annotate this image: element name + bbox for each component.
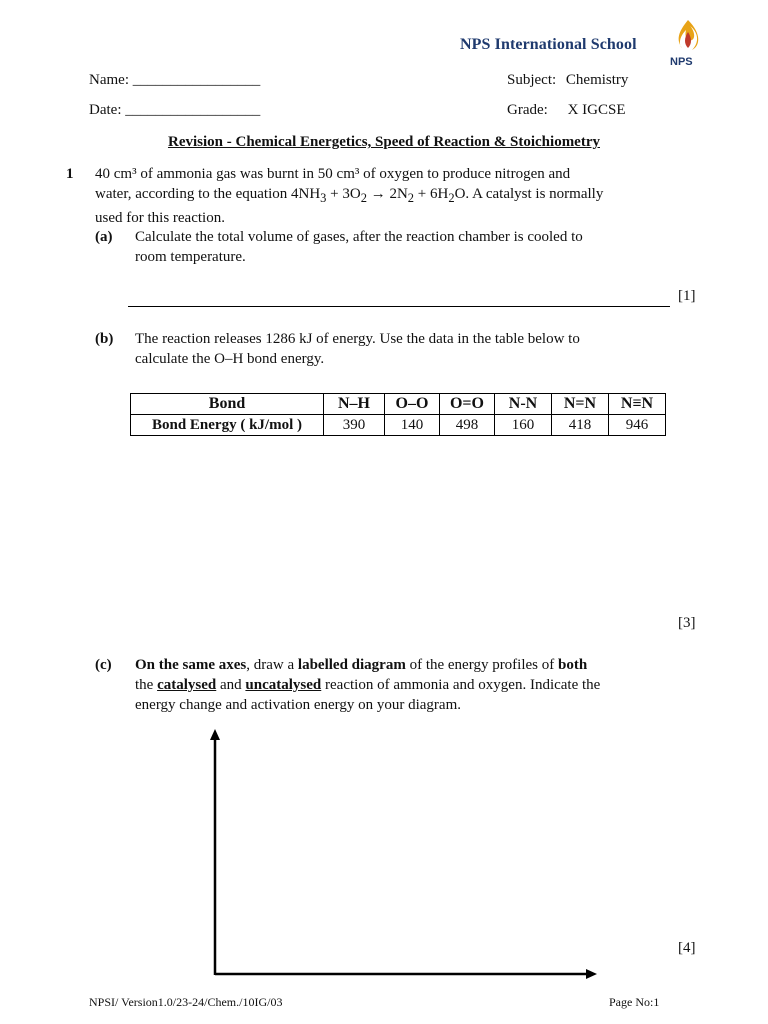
y-axis-arrow-icon bbox=[210, 729, 220, 740]
part-c-label: (c) bbox=[95, 657, 112, 673]
table-cell: N-N bbox=[495, 394, 552, 415]
grade-field bbox=[507, 102, 625, 119]
name-label: Name: bbox=[89, 72, 129, 88]
date-field bbox=[89, 102, 260, 119]
x-axis-arrow-icon bbox=[586, 969, 597, 979]
footer-doc-code: NPSI/ Version1.0/23-24/Chem./10IG/03 bbox=[89, 995, 283, 1009]
part-c-line-2: the catalysed and uncatalysed reaction of ammonia and oxygen. Indicate the bbox=[135, 677, 601, 693]
date-label: Date: bbox=[89, 102, 122, 118]
grade-value: X IGCSE bbox=[567, 102, 626, 118]
part-a-text: Calculate the total volume of gases, after the reaction chamber is cooled to room temperature. bbox=[135, 229, 583, 265]
bond-energy-table bbox=[130, 393, 666, 436]
table-cell: N=N bbox=[552, 394, 609, 415]
mark-a: [1] bbox=[678, 288, 696, 304]
table-header-energy: Bond Energy ( kJ/mol ) bbox=[131, 415, 324, 436]
table-cell: O–O bbox=[385, 394, 440, 415]
date-blank: __________________ bbox=[125, 102, 261, 118]
name-blank: _________________ bbox=[132, 72, 261, 88]
part-c-text bbox=[135, 655, 665, 715]
answer-line-a[interactable] bbox=[128, 306, 670, 307]
part-c-line-1: On the same axes, draw a labelled diagram of the energy profiles of both bbox=[135, 657, 588, 673]
table-header-bond: Bond bbox=[131, 394, 324, 415]
question-number: 1 bbox=[66, 166, 74, 182]
intro-line-3: used for this reaction. bbox=[95, 210, 225, 226]
table-cell: 140 bbox=[385, 415, 440, 436]
grade-label: Grade: bbox=[507, 102, 548, 118]
part-b-text: The reaction releases 1286 kJ of energy. Use the data in the table below to calculate the O–H bond energy. bbox=[135, 331, 580, 367]
table-row bbox=[131, 415, 666, 436]
subject-field bbox=[507, 72, 628, 89]
intro-line-2: water, according to the equation $4NH_3 + 3O_2 \to 2N_2 + 6H_2O$. A catalyst is normally bbox=[95, 186, 604, 205]
table-cell: 946 bbox=[609, 415, 666, 436]
table-cell: O=O bbox=[440, 394, 495, 415]
footer-page-number: Page No:1 bbox=[609, 995, 660, 1009]
mark-b: [3] bbox=[678, 615, 696, 631]
name-field bbox=[89, 72, 260, 89]
table-cell: 418 bbox=[552, 415, 609, 436]
logo-text: NPS bbox=[670, 56, 693, 68]
page-title: Revision - Chemical Energetics, Speed of Reaction & Stoichiometry bbox=[167, 134, 600, 150]
table-cell: 498 bbox=[440, 415, 495, 436]
table-cell: N≡N bbox=[609, 394, 666, 415]
part-b-label: (b) bbox=[95, 331, 114, 347]
blank-axes[interactable] bbox=[200, 725, 610, 985]
question-intro bbox=[95, 164, 665, 228]
table-cell: 390 bbox=[324, 415, 385, 436]
subject-label: Subject: bbox=[507, 72, 557, 88]
part-a-label: (a) bbox=[95, 229, 113, 245]
table-cell: 160 bbox=[495, 415, 552, 436]
mark-c: [4] bbox=[678, 940, 696, 956]
intro-line-1: 40 cm³ of ammonia gas was burnt in 50 cm³ of oxygen to produce nitrogen and bbox=[95, 166, 571, 182]
subject-value: Chemistry bbox=[565, 72, 629, 88]
table-row bbox=[131, 394, 666, 415]
school-name: NPS International School bbox=[460, 36, 637, 53]
part-c-line-3: energy change and activation energy on your diagram. bbox=[135, 697, 461, 713]
table-cell: N–H bbox=[324, 394, 385, 415]
